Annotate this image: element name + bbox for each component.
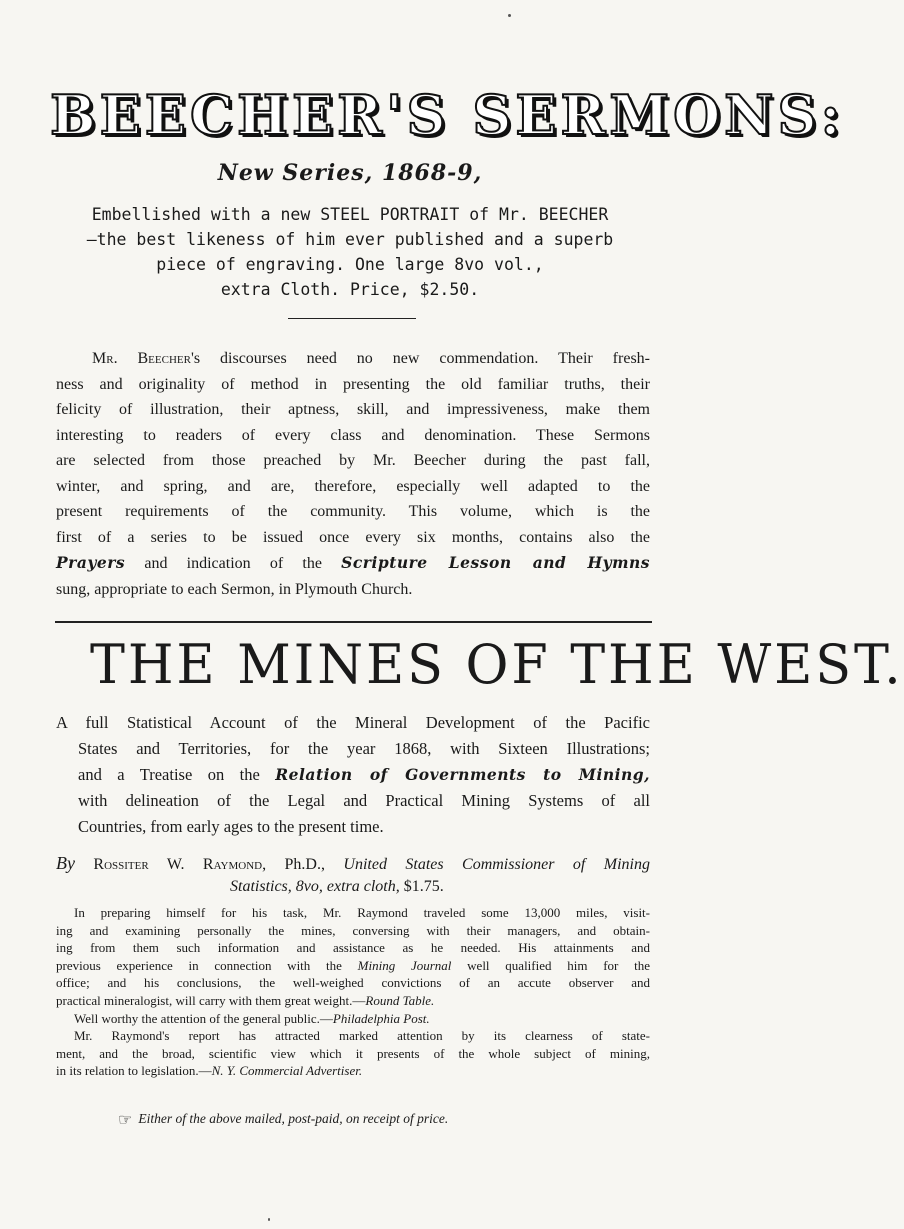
review-text: in its relation to legislation.— bbox=[56, 1063, 212, 1079]
section-divider bbox=[288, 318, 416, 319]
treatise-title: Relation of Governments to Mining, bbox=[275, 765, 651, 784]
section-divider-full bbox=[55, 621, 652, 623]
source-name: Philadelphia Post. bbox=[332, 1010, 430, 1026]
source-name: Round Table. bbox=[365, 992, 435, 1008]
review-line bbox=[56, 1010, 650, 1028]
review-line: office; and his conclusions, the well-weighed convictions of an accute observer and bbox=[56, 975, 650, 991]
body-line: ness and originality of method in presenting the old familiar truths, their bbox=[56, 375, 650, 393]
review-line: ing from them such information and assistance as he needed. His attainments and bbox=[56, 940, 650, 956]
review-line bbox=[56, 957, 650, 975]
beecher-description bbox=[40, 202, 660, 302]
description-text: and a Treatise on the bbox=[78, 765, 276, 784]
author-degree: , Ph.D., bbox=[262, 856, 344, 873]
review-text: Well worthy the attention of the general public.— bbox=[74, 1010, 333, 1026]
description-line bbox=[56, 762, 650, 788]
beecher-name: Mr. Beecher bbox=[92, 350, 191, 367]
description-line: Countries, from early ages to the present time. bbox=[78, 817, 384, 836]
mines-title: THE MINES OF THE WEST. bbox=[90, 633, 904, 696]
pointing-hand-icon: ☞ bbox=[118, 1112, 133, 1129]
review-line: ing and examining personally the mines, conversing with their managers, and obtain- bbox=[56, 922, 650, 938]
author-line bbox=[56, 876, 650, 898]
mines-description bbox=[56, 710, 650, 840]
by-label: By bbox=[56, 853, 75, 873]
author-line bbox=[56, 852, 650, 876]
review-text: practical mineralogist, will carry with them great weight.— bbox=[56, 992, 366, 1008]
body-line: are selected from those preached by Mr. Beecher during the past fall, bbox=[56, 452, 650, 469]
author-office: United States Commissioner of Mining bbox=[343, 856, 651, 873]
beecher-title: BEECHER'S SERMONS: bbox=[50, 83, 845, 147]
journal-name: Mining Journal bbox=[357, 957, 452, 973]
scripture-lesson-text: Scripture Lesson and Hymns bbox=[341, 553, 650, 572]
review-text: previous experience in connection with the bbox=[56, 957, 358, 973]
review-line: ment, and the broad, scientific view which it presents of the whole subject of mining, bbox=[56, 1045, 650, 1061]
description-line: piece of engraving. One large 8vo vol., bbox=[156, 255, 544, 274]
body-line: felicity of illustration, their aptness, skill, and impressiveness, make them bbox=[56, 401, 650, 418]
print-speck bbox=[508, 14, 511, 17]
body-text: and indication of the bbox=[125, 555, 342, 572]
author-name-rest: W. Raymond bbox=[148, 856, 263, 873]
print-speck bbox=[268, 1218, 270, 1221]
description-line: A full Statistical Account of the Mineral Development of the Pacific bbox=[56, 713, 650, 732]
review-line bbox=[56, 992, 650, 1010]
mines-author bbox=[56, 852, 650, 898]
body-line: winter, and spring, and are, therefore, especially well adapted to the bbox=[56, 477, 650, 495]
mines-reviews bbox=[56, 904, 650, 1080]
description-line: Embellished with a new STEEL PORTRAIT of Mr. BEECHER bbox=[91, 205, 609, 224]
body-line bbox=[56, 550, 650, 577]
beecher-body bbox=[56, 346, 650, 602]
review-line: In preparing himself for his task, Mr. Raymond traveled some 13,000 miles, visit- bbox=[74, 905, 650, 920]
description-line: States and Territories, for the year 1868, with Sixteen Illustrations; bbox=[78, 739, 650, 758]
mail-notice bbox=[118, 1110, 638, 1130]
body-line: interesting to readers of every class and denomination. These Sermons bbox=[56, 426, 650, 444]
prayers-text: Prayers bbox=[56, 553, 126, 572]
body-text: 's discourses need no new commendation. Their fresh- bbox=[190, 350, 650, 367]
description-line: with delineation of the Legal and Practical Mining Systems of all bbox=[78, 791, 650, 810]
source-name: N. Y. Commercial Advertiser. bbox=[211, 1063, 363, 1079]
review-text: well qualified him for the bbox=[451, 957, 650, 973]
author-name: Rossiter bbox=[93, 856, 149, 873]
price: $1.75. bbox=[399, 878, 444, 895]
body-line: first of a series to be issued once every six months, contains also the bbox=[56, 528, 650, 546]
body-line: present requirements of the community. This volume, which is the bbox=[56, 503, 650, 520]
body-line bbox=[56, 346, 650, 372]
description-line: extra Cloth. Price, $2.50. bbox=[220, 280, 480, 299]
format-text: Statistics, 8vo, extra cloth, bbox=[230, 878, 400, 895]
review-line bbox=[56, 1062, 650, 1080]
beecher-series: New Series, 1868-9, bbox=[217, 160, 483, 186]
mail-notice-text: Either of the above mailed, post-paid, on receipt of price. bbox=[138, 1111, 449, 1126]
body-line: sung, appropriate to each Sermon, in Plymouth Church. bbox=[56, 580, 413, 598]
review-line: Mr. Raymond's report has attracted marked attention by its clearness of state- bbox=[74, 1028, 650, 1044]
description-line: —the best likeness of him ever published and a superb bbox=[86, 230, 614, 249]
